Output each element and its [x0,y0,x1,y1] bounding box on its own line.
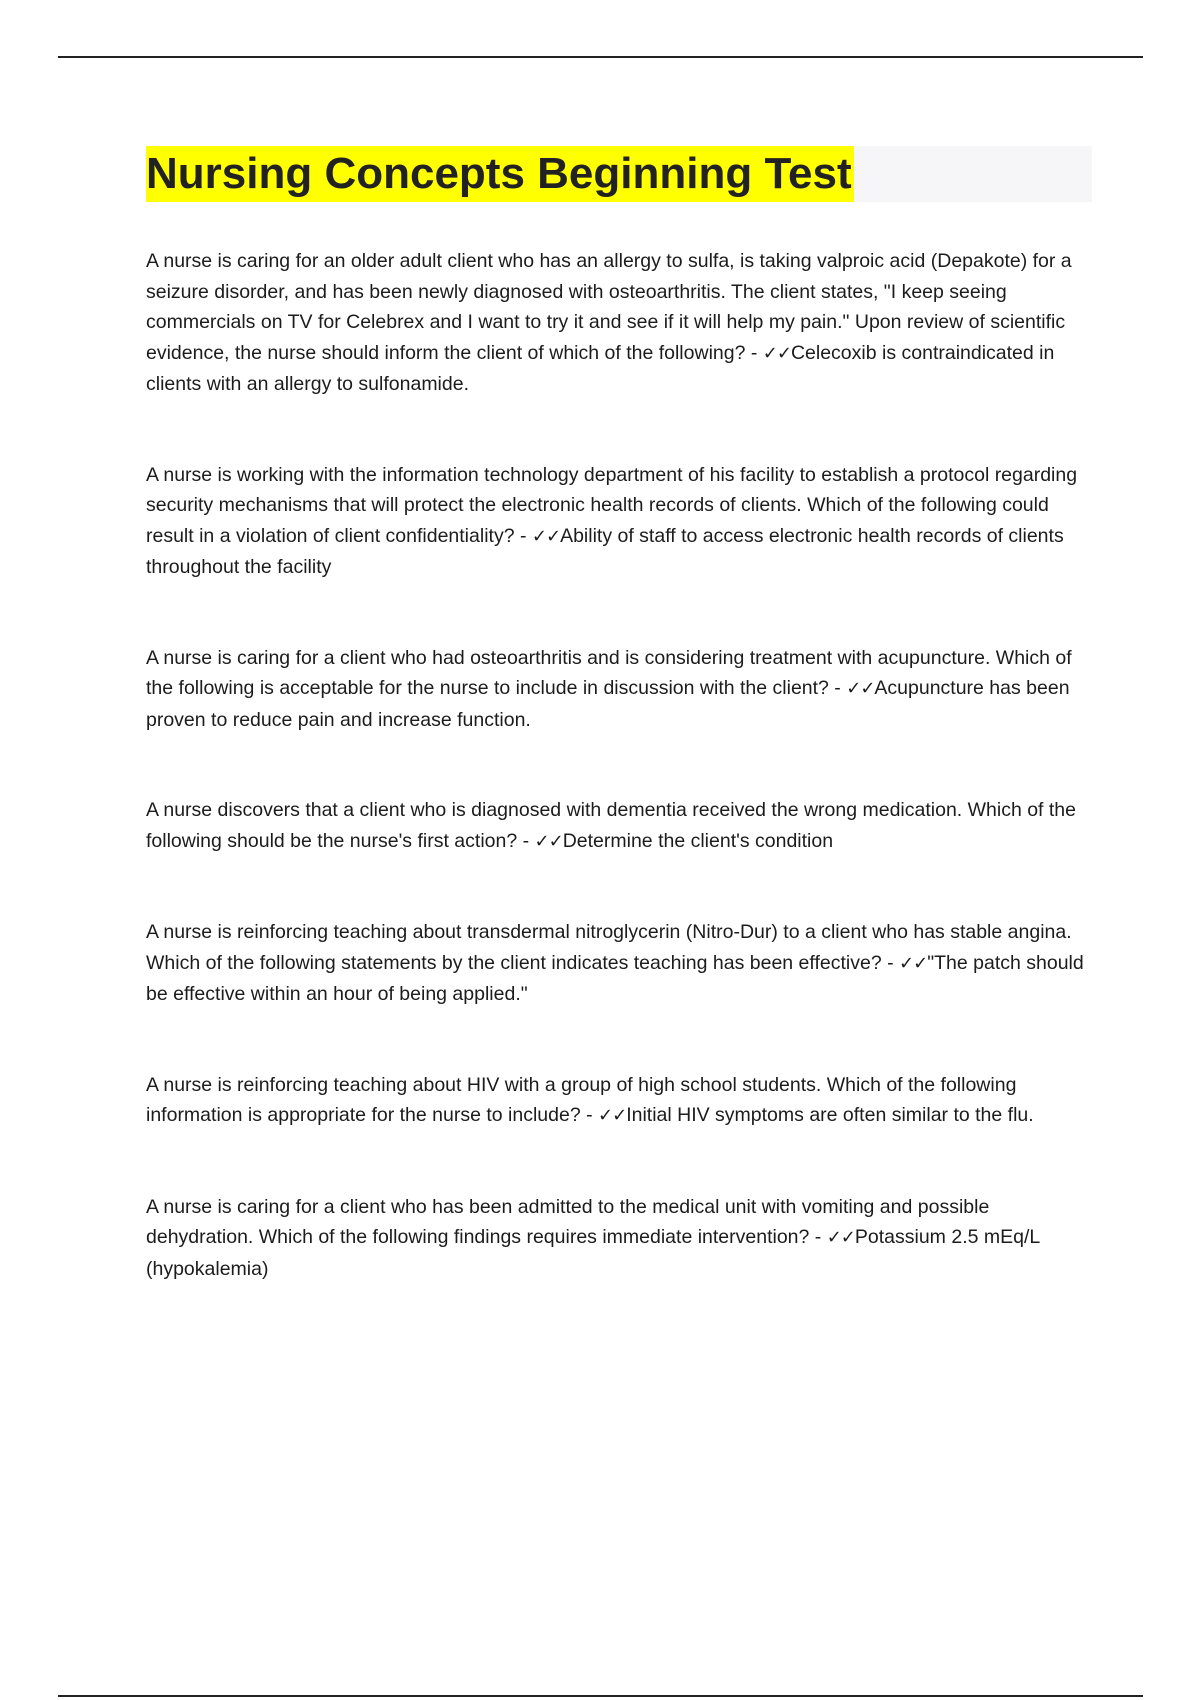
double-check-icon: ✓✓ [899,952,928,974]
double-check-icon: ✓✓ [598,1105,627,1126]
answer-separator: - [517,829,535,852]
answer-text: Ability of staff to access electronic health records of clients throughout the facility [146,524,1064,578]
question-text: A nurse is working with the information technology department of his facility to establish a protocol regarding security mechanisms that will protect the electronic health records of clients. Which of the following could result in a violation of client confidentiality? [146,463,1078,547]
question-text: A nurse discovers that a client who is diagnosed with dementia received the wrong medication. Which of the following should be the nurse's first action? [146,799,1077,852]
qa-item [146,246,1092,400]
qa-item [146,643,1092,736]
double-check-icon: ✓✓ [531,525,561,547]
qa-item [146,460,1092,583]
page-title: Nursing Concepts Beginning Test [146,146,854,202]
double-check-icon: ✓✓ [826,1227,855,1248]
question-text: A nurse is caring for a client who had osteoarthritis and is considering treatment with acupuncture. Which of the following is acceptable for the nurse to include in discussion with the client? [146,646,1072,699]
question-text: A nurse is reinforcing teaching about transdermal nitroglycerin (Nitro-Dur) to a client who has stable angina. Which of the following statements by the client indicates teaching has been effective? [146,921,1072,974]
answer-separator: - [828,677,847,699]
qa-list [146,246,1092,1284]
qa-item [146,795,1092,857]
answer-separator: - [881,951,900,974]
answer-text: Determine the client's condition [562,829,834,852]
answer-text: Acupuncture has been proven to reduce pain and increase function. [146,677,1070,731]
qa-item [146,1192,1092,1285]
double-check-icon: ✓✓ [762,342,791,364]
answer-separator: - [809,1226,827,1248]
answer-separator: - [580,1104,599,1126]
bottom-rule [58,1695,1143,1697]
answer-text: Initial HIV symptoms are often similar to the flu. [626,1104,1034,1126]
answer-text: Potassium 2.5 mEq/L (hypokalemia) [146,1226,1040,1280]
question-text: A nurse is caring for a client who has been admitted to the medical unit with vomiting and possible dehydration. Which of the following findings requires immediate intervention? [146,1195,990,1248]
qa-item [146,917,1092,1010]
double-check-icon: ✓✓ [534,830,563,852]
answer-text: Celecoxib is contraindicated in clients with an allergy to sulfonamide. [146,341,1055,395]
answer-text: "The patch should be effective within an hour of being applied." [146,951,1084,1005]
qa-item [146,1070,1092,1132]
answer-separator: - [514,524,532,547]
answer-separator: - [745,341,763,364]
top-rule [58,56,1143,58]
question-text: A nurse is caring for an older adult client who has an allergy to sulfa, is taking valproic acid (Depakote) for a seizure disorder, and has been newly diagnosed with osteoarthritis. The client states, "I keep seeing commercials on TV for Celebrex and I want to try it and see if it will help my pain." Upon review of scientific evidence, the nurse should inform the client of which of the following? [146,250,1072,364]
question-text: A nurse is reinforcing teaching about HIV with a group of high school students. Which of the following information is appropriate for the nurse to include? [146,1073,1017,1126]
double-check-icon: ✓✓ [846,678,875,699]
